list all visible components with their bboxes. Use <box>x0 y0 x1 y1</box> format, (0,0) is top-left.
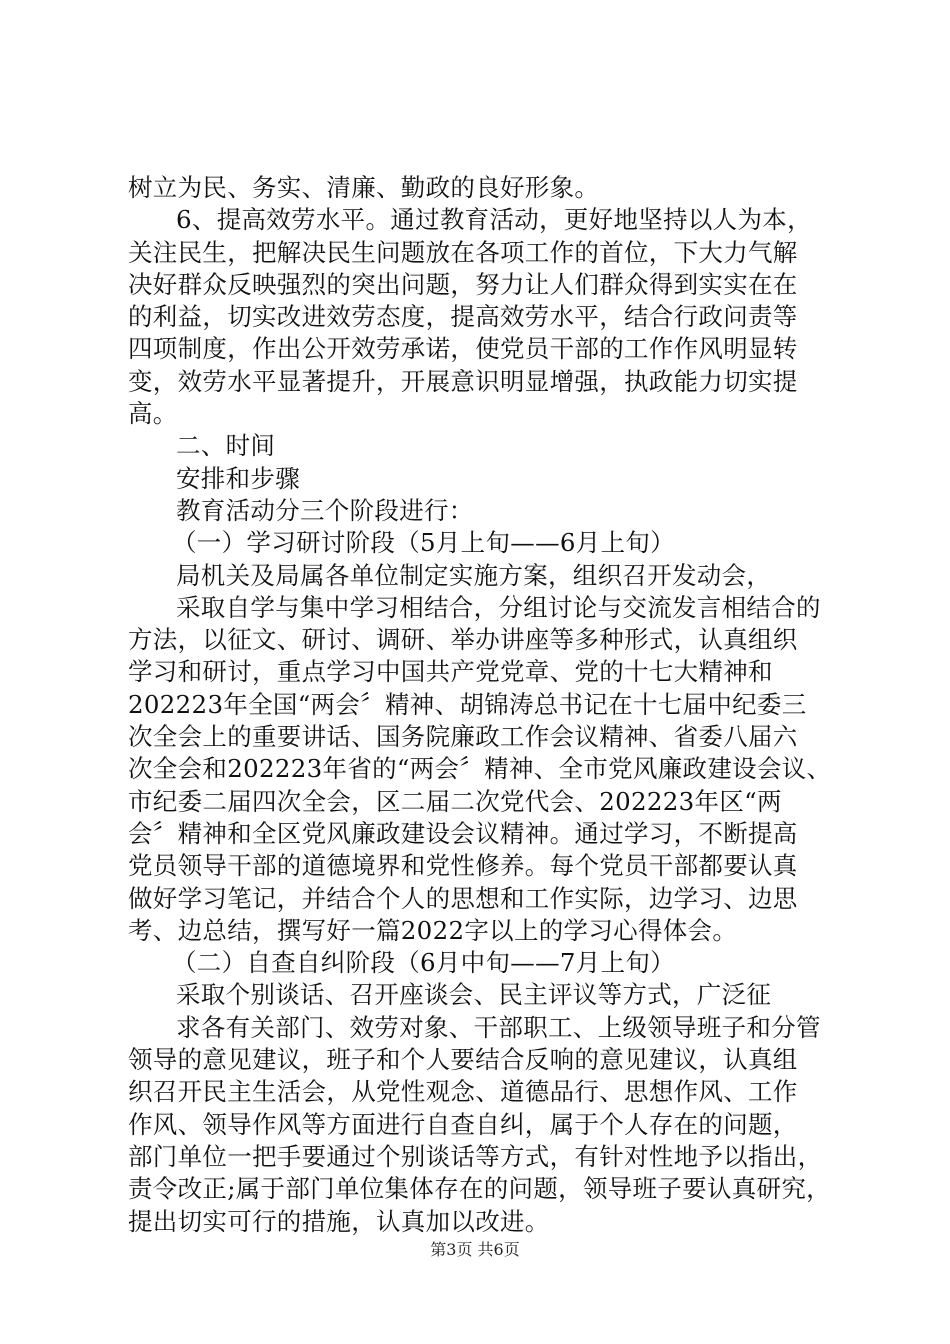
paragraph-line: 织召开民主生活会，从党性观念、道德品行、思想作风、工作 <box>128 1077 798 1107</box>
paragraph-line: 6、提高效劳水平。通过教育活动，更好地坚持以人为本， <box>176 205 812 235</box>
subsection-heading: （二）自查自纠阶段（6月中旬——7月上旬） <box>172 948 675 978</box>
paragraph-line: 会〞精神和全区党风廉政建设会议精神。通过学习，不断提高 <box>128 818 798 848</box>
document-body <box>128 172 838 1238</box>
paragraph-line: 采取自学与集中学习相结合，分组讨论与交流发言相结合的 <box>176 592 821 622</box>
subsection-heading: （一）学习研讨阶段（5月上旬——6月上旬） <box>172 528 675 558</box>
paragraph-line: 党员领导干部的道德境界和党性修养。每个党员干部都要认真 <box>128 851 798 881</box>
paragraph-line: 次全会上的重要讲话、国务院廉政工作会议精神、省委八届六 <box>128 722 798 752</box>
paragraph-line: 领导的意见建议，班子和个人要结合反响的意见建议，认真组 <box>128 1045 798 1075</box>
paragraph-line: 考、边总结，撰写好一篇2022字以上的学习心得体会。 <box>128 915 738 945</box>
section-heading: 安排和步骤 <box>176 463 300 493</box>
paragraph-line: 教育活动分三个阶段进行： <box>176 495 474 525</box>
paragraph-line: 树立为民、务实、清廉、勤政的良好形象。 <box>128 173 600 202</box>
paragraph-line: 责令改正;属于部门单位集体存在的问题，领导班子要认真研究， <box>128 1174 831 1204</box>
paragraph-line: 关注民生，把解决民生问题放在各项工作的首位，下大力气解 <box>128 237 798 267</box>
section-heading: 二、时间 <box>176 431 276 461</box>
paragraph-line: 局机关及局属各单位制定实施方案，组织召开发动会， <box>176 560 772 590</box>
paragraph-line: 学习和研讨，重点学习中国共产党党章、党的十七大精神和 <box>128 657 773 687</box>
paragraph-line: 的利益，切实改进效劳态度，提高效劳水平，结合行政问责等 <box>128 302 798 332</box>
paragraph-line: 市纪委二届四次全会，区二届二次党代会、202223年区“两 <box>128 786 782 816</box>
paragraph-line: 202223年全国“两会〞精神、胡锦涛总书记在十七届中纪委三 <box>128 689 807 719</box>
paragraph-line: 高。 <box>128 399 178 429</box>
page-number-footer: 第3页 共6页 <box>430 1240 520 1259</box>
paragraph-line: 次全会和202223年省的“两会〞精神、全市党风廉政建设会议、 <box>128 754 832 784</box>
paragraph-line: 部门单位一把手要通过个别谈话等方式，有针对性地予以指出， <box>128 1141 823 1171</box>
paragraph-line: 提出切实可行的措施，认真加以改进。 <box>128 1206 550 1236</box>
paragraph-line: 采取个别谈话、召开座谈会、民主评议等方式，广泛征 <box>176 980 772 1010</box>
paragraph-line: 四项制度，作出公开效劳承诺，使党员干部的工作作风明显转 <box>128 334 798 364</box>
paragraph-line: 做好学习笔记，并结合个人的思想和工作实际，边学习、边思 <box>128 883 798 913</box>
paragraph-line: 决好群众反映强烈的突出问题，努力让人们群众得到实实在在 <box>128 269 798 299</box>
paragraph-line: 变，效劳水平显著提升，开展意识明显增强，执政能力切实提 <box>128 366 798 396</box>
paragraph-line: 作风、领导作风等方面进行自查自纠，属于个人存在的问题， <box>128 1109 798 1139</box>
paragraph-line: 方法，以征文、研讨、调研、举办讲座等多种形式，认真组织 <box>128 625 798 655</box>
paragraph-line: 求各有关部门、效劳对象、干部职工、上级领导班子和分管 <box>176 1012 821 1042</box>
